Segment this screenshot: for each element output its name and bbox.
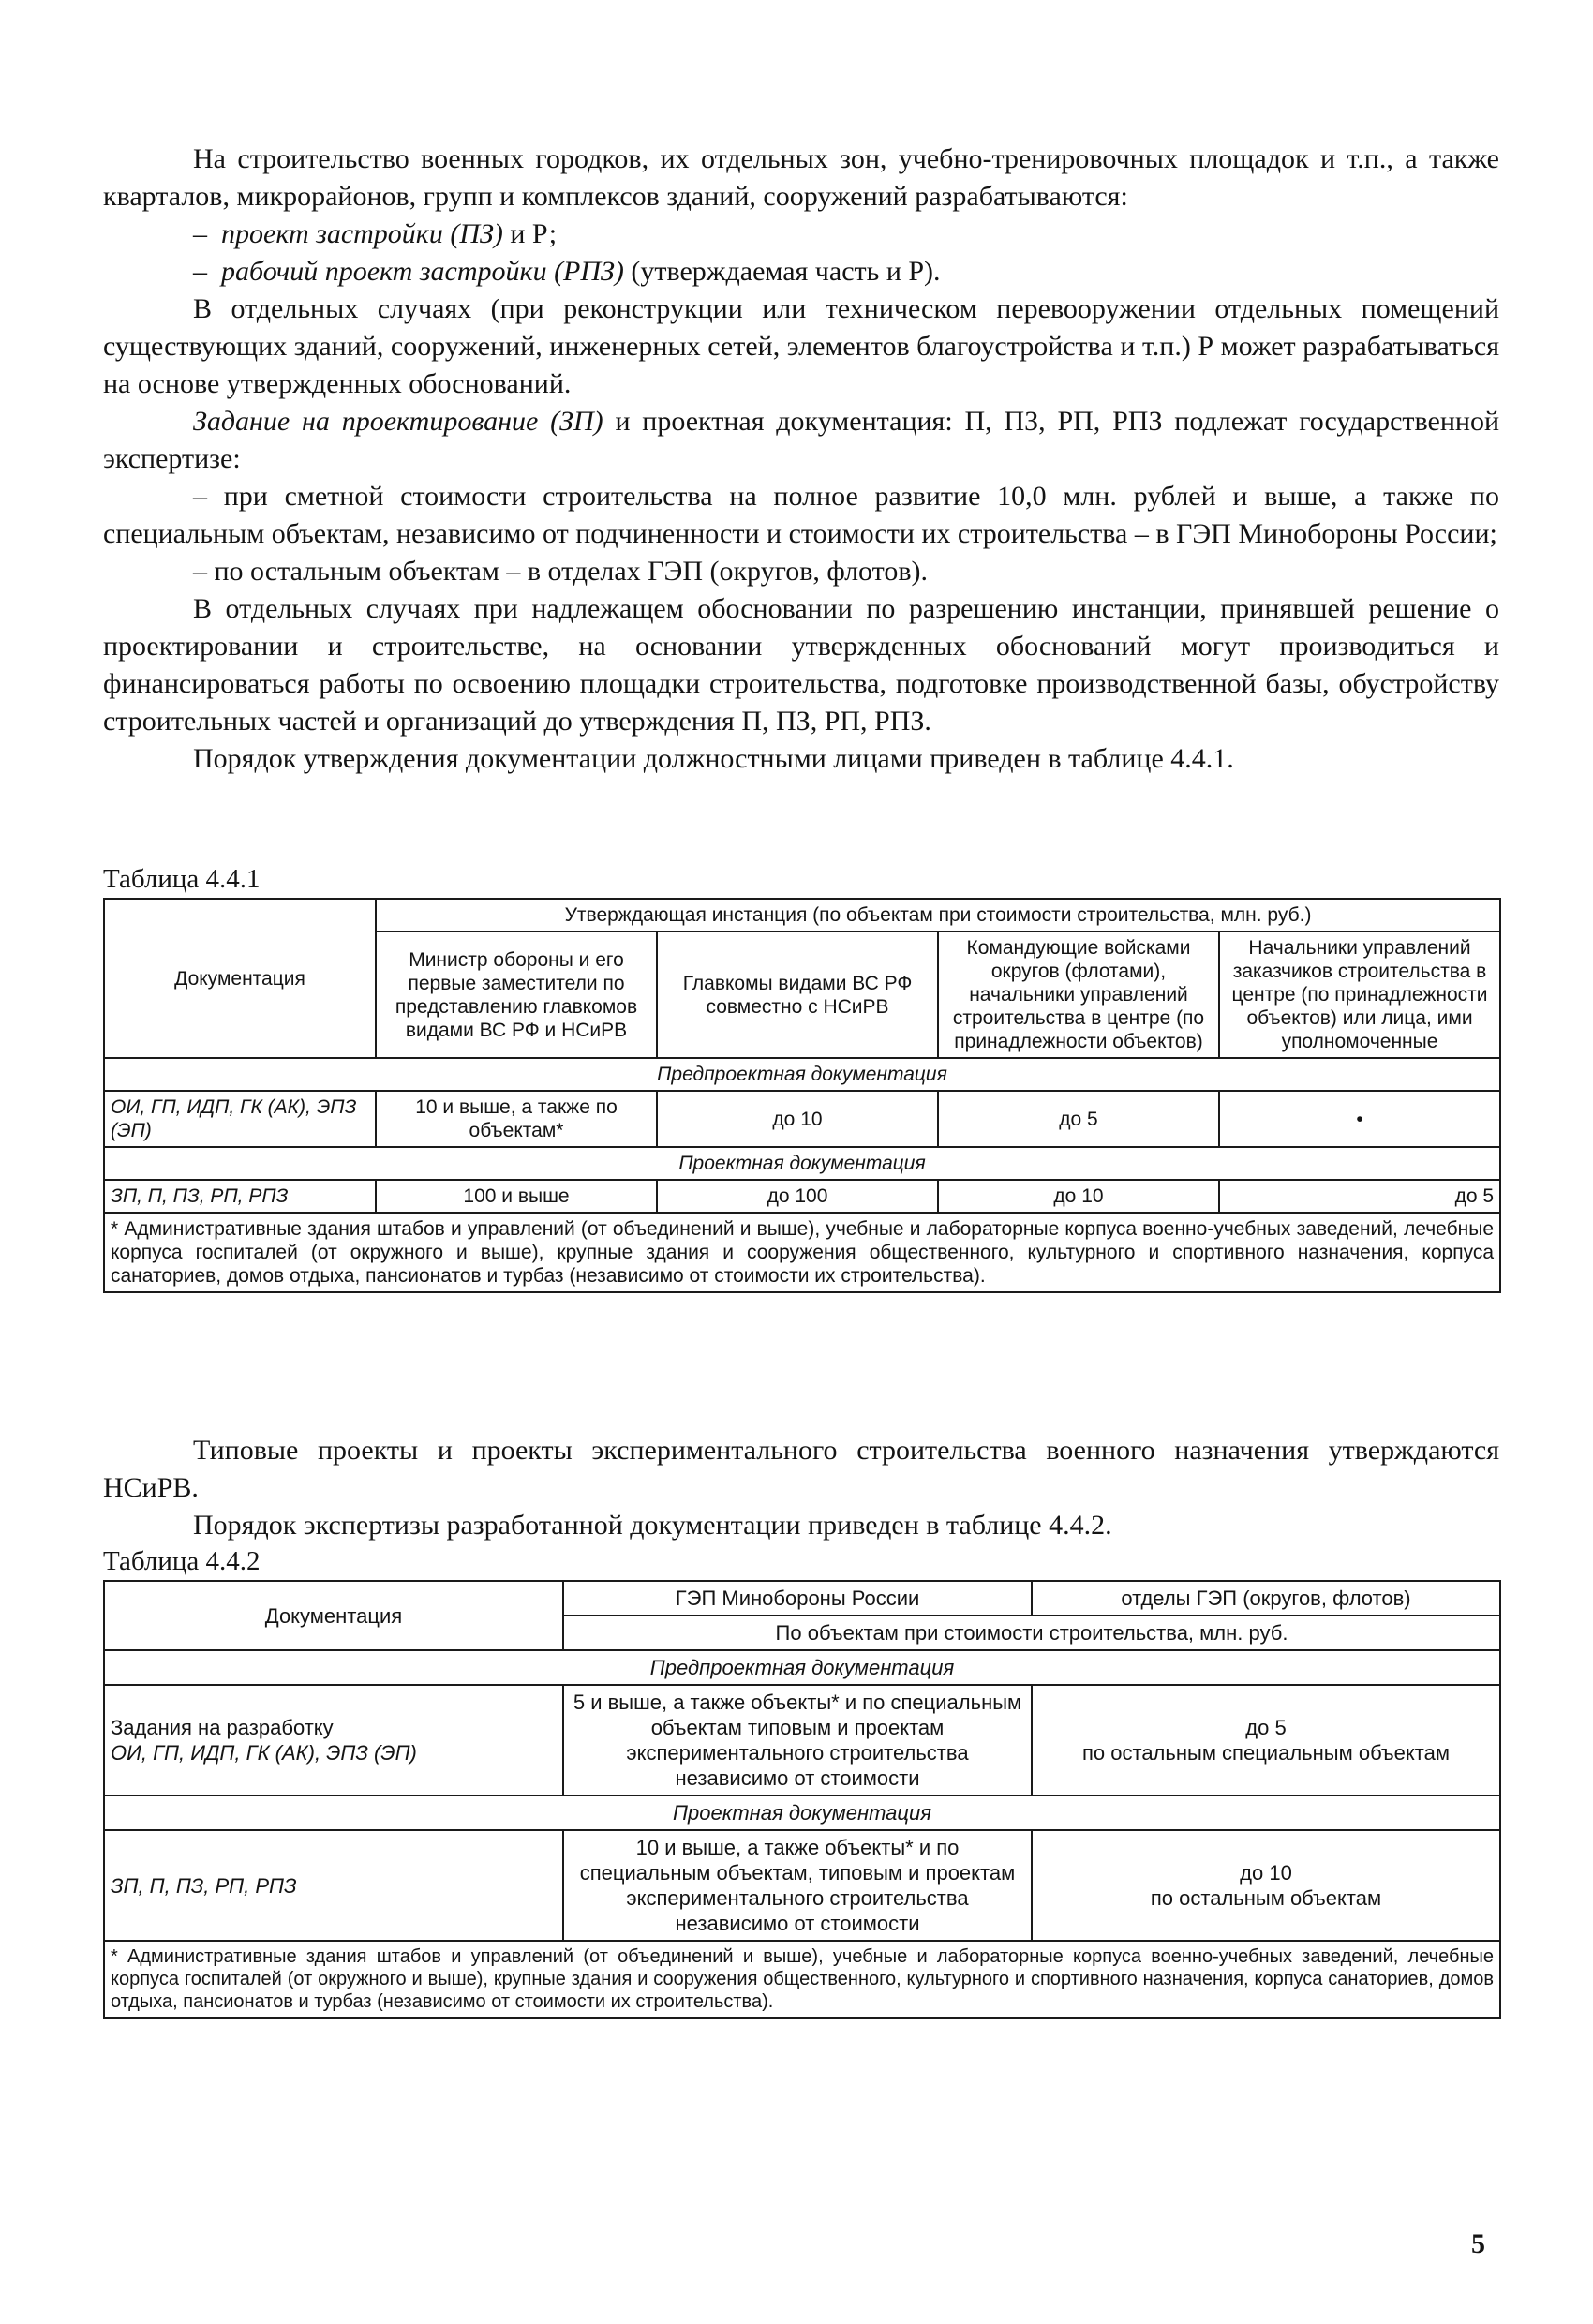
table-caption: Таблица 4.4.2: [103, 1546, 261, 1576]
table-cell: 10 и выше, а также объекты* и по специальным объектам, типовым и проектам экспериментального строительства независимо от стоимости: [563, 1830, 1032, 1941]
term-rpz: рабочий проект застройки (РПЗ): [221, 256, 624, 287]
table-row: [104, 1180, 1500, 1213]
table-header-col1: Министр обороны и его первые заместители по представлению главкомов видами ВС РФ и НСиРВ: [376, 931, 657, 1058]
table-cell: до 100: [657, 1180, 938, 1213]
paragraph-8: Типовые проекты и проекты экспериментального строительства военного назначения утверждаются НСиРВ.: [103, 1435, 1499, 1503]
table-cell: до 5 по остальным специальным объектам: [1032, 1685, 1500, 1795]
section-design: Проектная документация: [104, 1795, 1500, 1830]
table-header-doc: Документация: [104, 899, 376, 1058]
intro-text: [103, 141, 1499, 778]
paragraph-3: Задание на проектирование (ЗП) и проектная документация: П, ПЗ, РП, РПЗ подлежат государственной экспертизе:: [103, 406, 1499, 474]
table-caption: Таблица 4.4.1: [103, 864, 261, 894]
table-footnote: * Административные здания штабов и управлений (от объединений и выше), учебные и лабораторные корпуса военно-учебных заведений, лечебные корпуса госпиталей (от окружного и выше), крупные здания и сооружения общественного, культурного и спортивного назначения, корпуса санаториев, домов отдыха, пансионатов и турбаз (независимо от стоимости их строительства).: [104, 1213, 1500, 1292]
table-cell: 10 и выше, а также по объектам*: [376, 1091, 657, 1147]
paragraph-6: В отдельных случаях при надлежащем обосновании по разрешению инстанции, принявшей решение о проектировании и строительстве, на основании утвержденных обоснований могут производиться и финансироваться работы по освоению площадки строительства, подготовке производственной базы, обустройству строительных частей и организаций до утверждения П, ПЗ, РП, РПЗ.: [103, 593, 1499, 737]
table-header-col2: отделы ГЭП (округов, флотов): [1032, 1581, 1500, 1616]
term-pz: проект застройки (ПЗ): [221, 218, 503, 249]
table-cell: ОИ, ГП, ИДП, ГК (АК), ЭПЗ (ЭП): [104, 1091, 376, 1147]
paragraph-4: – при сметной стоимости строительства на полное развитие 10,0 млн. рублей и выше, а также по специальным объектам, независимо от подчиненности и стоимости их строительства – в ГЭП Минобороны России;: [103, 481, 1499, 549]
table-cell: до 10: [657, 1091, 938, 1147]
table-header-group: Утверждающая инстанция (по объектам при стоимости строительства, млн. руб.): [376, 899, 1500, 931]
table-footnote: * Административные здания штабов и управлений (от объединений и выше), учебные и лабораторные корпуса военно-учебных заведений, лечебные корпуса госпиталей (от окружного и выше), крупные здания и сооружения общественного, культурного и спортивного назначения, корпуса санаториев, домов отдыха, пансионатов и турбаз (независимо от стоимости их строительства).: [104, 1941, 1500, 2018]
table-cell: Задания на разработку ОИ, ГП, ИДП, ГК (АК), ЭПЗ (ЭП): [104, 1685, 563, 1795]
table-cell: до 5: [1219, 1180, 1500, 1213]
table-header-doc: Документация: [104, 1581, 563, 1650]
list-item-rpz: – рабочий проект застройки (РПЗ) (утверждаемая часть и Р).: [193, 256, 941, 287]
table-cell: до 10: [938, 1180, 1219, 1213]
list-item-pz: – проект застройки (ПЗ) и Р;: [193, 218, 558, 249]
table-header-col3: Командующие войсками округов (флотами), начальники управлений строительства в центре (по принадлежности объектов): [938, 931, 1219, 1058]
page-number: 5: [1471, 2228, 1485, 2259]
section-design: Проектная документация: [104, 1147, 1500, 1180]
paragraph-5: – по остальным объектам – в отделах ГЭП (округов, флотов).: [193, 556, 929, 587]
approval-table: [103, 898, 1501, 1293]
section-predesign: Предпроектная документация: [104, 1058, 1500, 1091]
table-header-col1: ГЭП Минобороны России: [563, 1581, 1032, 1616]
expertise-table: [103, 1580, 1501, 2019]
paragraph-2: В отдельных случаях (при реконструкции или техническом перевооружении отдельных помещений существующих зданий, сооружений, инженерных сетей, элементов благоустройства и т.п.) Р может разрабатываться на основе утвержденных обоснований.: [103, 293, 1499, 399]
section-predesign: Предпроектная документация: [104, 1650, 1500, 1685]
table-4-4-2-block: [103, 1542, 1499, 2019]
table-cell: 100 и выше: [376, 1180, 657, 1213]
paragraph-1: На строительство военных городков, их отдельных зон, учебно-тренировочных площадок и т.п., а также кварталов, микрорайонов, групп и комплексов зданий, сооружений разрабатываются:: [103, 143, 1499, 212]
middle-text: [103, 1432, 1499, 1544]
table-4-4-1-block: [103, 860, 1499, 1293]
table-row: [104, 1830, 1500, 1941]
table-cell: 5 и выше, а также объекты* и по специальным объектам типовым и проектам экспериментального строительства независимо от стоимости: [563, 1685, 1032, 1795]
table-cell: до 10 по остальным объектам: [1032, 1830, 1500, 1941]
table-cell: до 5: [938, 1091, 1219, 1147]
paragraph-9: Порядок экспертизы разработанной документации приведен в таблице 4.4.2.: [193, 1510, 1112, 1541]
table-row: [104, 1685, 1500, 1795]
table-row: [104, 1091, 1500, 1147]
table-cell: ЗП, П, ПЗ, РП, РПЗ: [104, 1830, 563, 1941]
table-cell: ЗП, П, ПЗ, РП, РПЗ: [104, 1180, 376, 1213]
term-zp: Задание на проектирование (ЗП): [193, 406, 603, 437]
table-header-col4: Начальники управлений заказчиков строительства в центре (по принадлежности объектов) или лица, ими уполномоченные: [1219, 931, 1500, 1058]
table-cell: •: [1219, 1091, 1500, 1147]
table-header-col2: Главкомы видами ВС РФ совместно с НСиРВ: [657, 931, 938, 1058]
table-subheader: По объектам при стоимости строительства, млн. руб.: [563, 1616, 1500, 1650]
paragraph-7: Порядок утверждения документации должностными лицами приведен в таблице 4.4.1.: [193, 743, 1234, 774]
